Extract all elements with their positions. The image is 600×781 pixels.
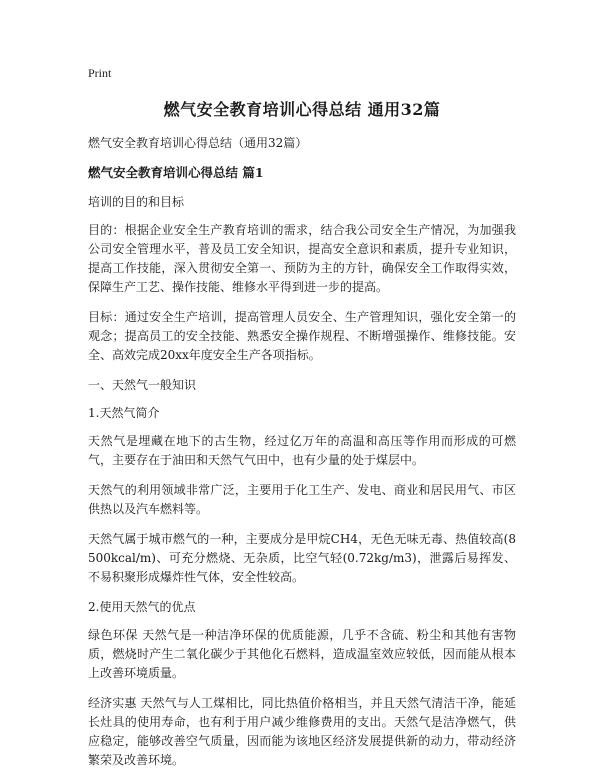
heading-general-knowledge: 一、天然气一般知识 bbox=[88, 378, 197, 392]
paragraph-goal: 目标：通过安全生产培训，提高管理人员安全、生产管理知识，强化安全第一的观念；提高员工的安全技能、熟悉安全操作规程、不断增强操作、维修技能。安全、高效完成20xx年度安全生产各项指标。 bbox=[88, 310, 516, 362]
paragraph-intro-3: 天然气属于城市燃气的一种，主要成分是甲烷CH4，无色无味无毒、热值较高(8500kcal/m)、可充分燃烧、无杂质，比空气轻(0.72kg/m3)，泄露后易挥发、不易积聚形成爆炸性气体，安全性较高。 bbox=[88, 532, 516, 584]
paragraph-advantage-1: 绿色环保 天然气是一种洁净环保的优质能源，几乎不含硫、粉尘和其他有害物质，燃烧时产生二氧化碳少于其他化石燃料，造成温室效应较低，因而能从根本上改善环境质量。 bbox=[88, 628, 516, 680]
document-subtitle: 燃气安全教育培训心得总结（通用32篇） bbox=[88, 136, 308, 150]
paragraph-advantage-2: 经济实惠 天然气与人工煤相比，同比热值价格相当，并且天然气清洁干净，能延长灶具的使用寿命，也有利于用户减少维修费用的支出。天然气是洁净燃气，供应稳定，能够改善空气质量，因而能为该地区经济发展提供新的动力，带动经济繁荣及改善环境。 bbox=[88, 696, 516, 767]
heading-purpose: 培训的目的和目标 bbox=[88, 195, 185, 209]
paragraph-intro-1: 天然气是埋藏在地下的古生物，经过亿万年的高温和高压等作用而形成的可燃气，主要存在于油田和天然气气田中，也有少量的处于煤层中。 bbox=[88, 434, 516, 467]
document-title: 燃气安全教育培训心得总结 通用32篇 bbox=[163, 100, 441, 119]
print-label[interactable]: Print bbox=[88, 66, 112, 80]
heading-intro: 1.天然气简介 bbox=[88, 406, 160, 420]
section-title: 燃气安全教育培训心得总结 篇1 bbox=[88, 165, 264, 180]
heading-advantages: 2.使用天然气的优点 bbox=[88, 600, 196, 614]
paragraph-purpose: 目的：根据企业安全生产教育培训的需求，结合我公司安全生产情况，为加强我公司安全管理水平，普及员工安全知识，提高安全意识和素质，提升专业知识，提高工作技能，深入贯彻安全第一、预防为主的方针，确保安全工作取得实效，保障生产工艺、操作技能、维修水平得到进一步的提高。 bbox=[88, 223, 516, 294]
paragraph-intro-2: 天然气的利用领域非常广泛，主要用于化工生产、发电、商业和居民用气、市区供热以及汽车燃料等。 bbox=[88, 483, 516, 516]
document-page bbox=[88, 66, 516, 781]
